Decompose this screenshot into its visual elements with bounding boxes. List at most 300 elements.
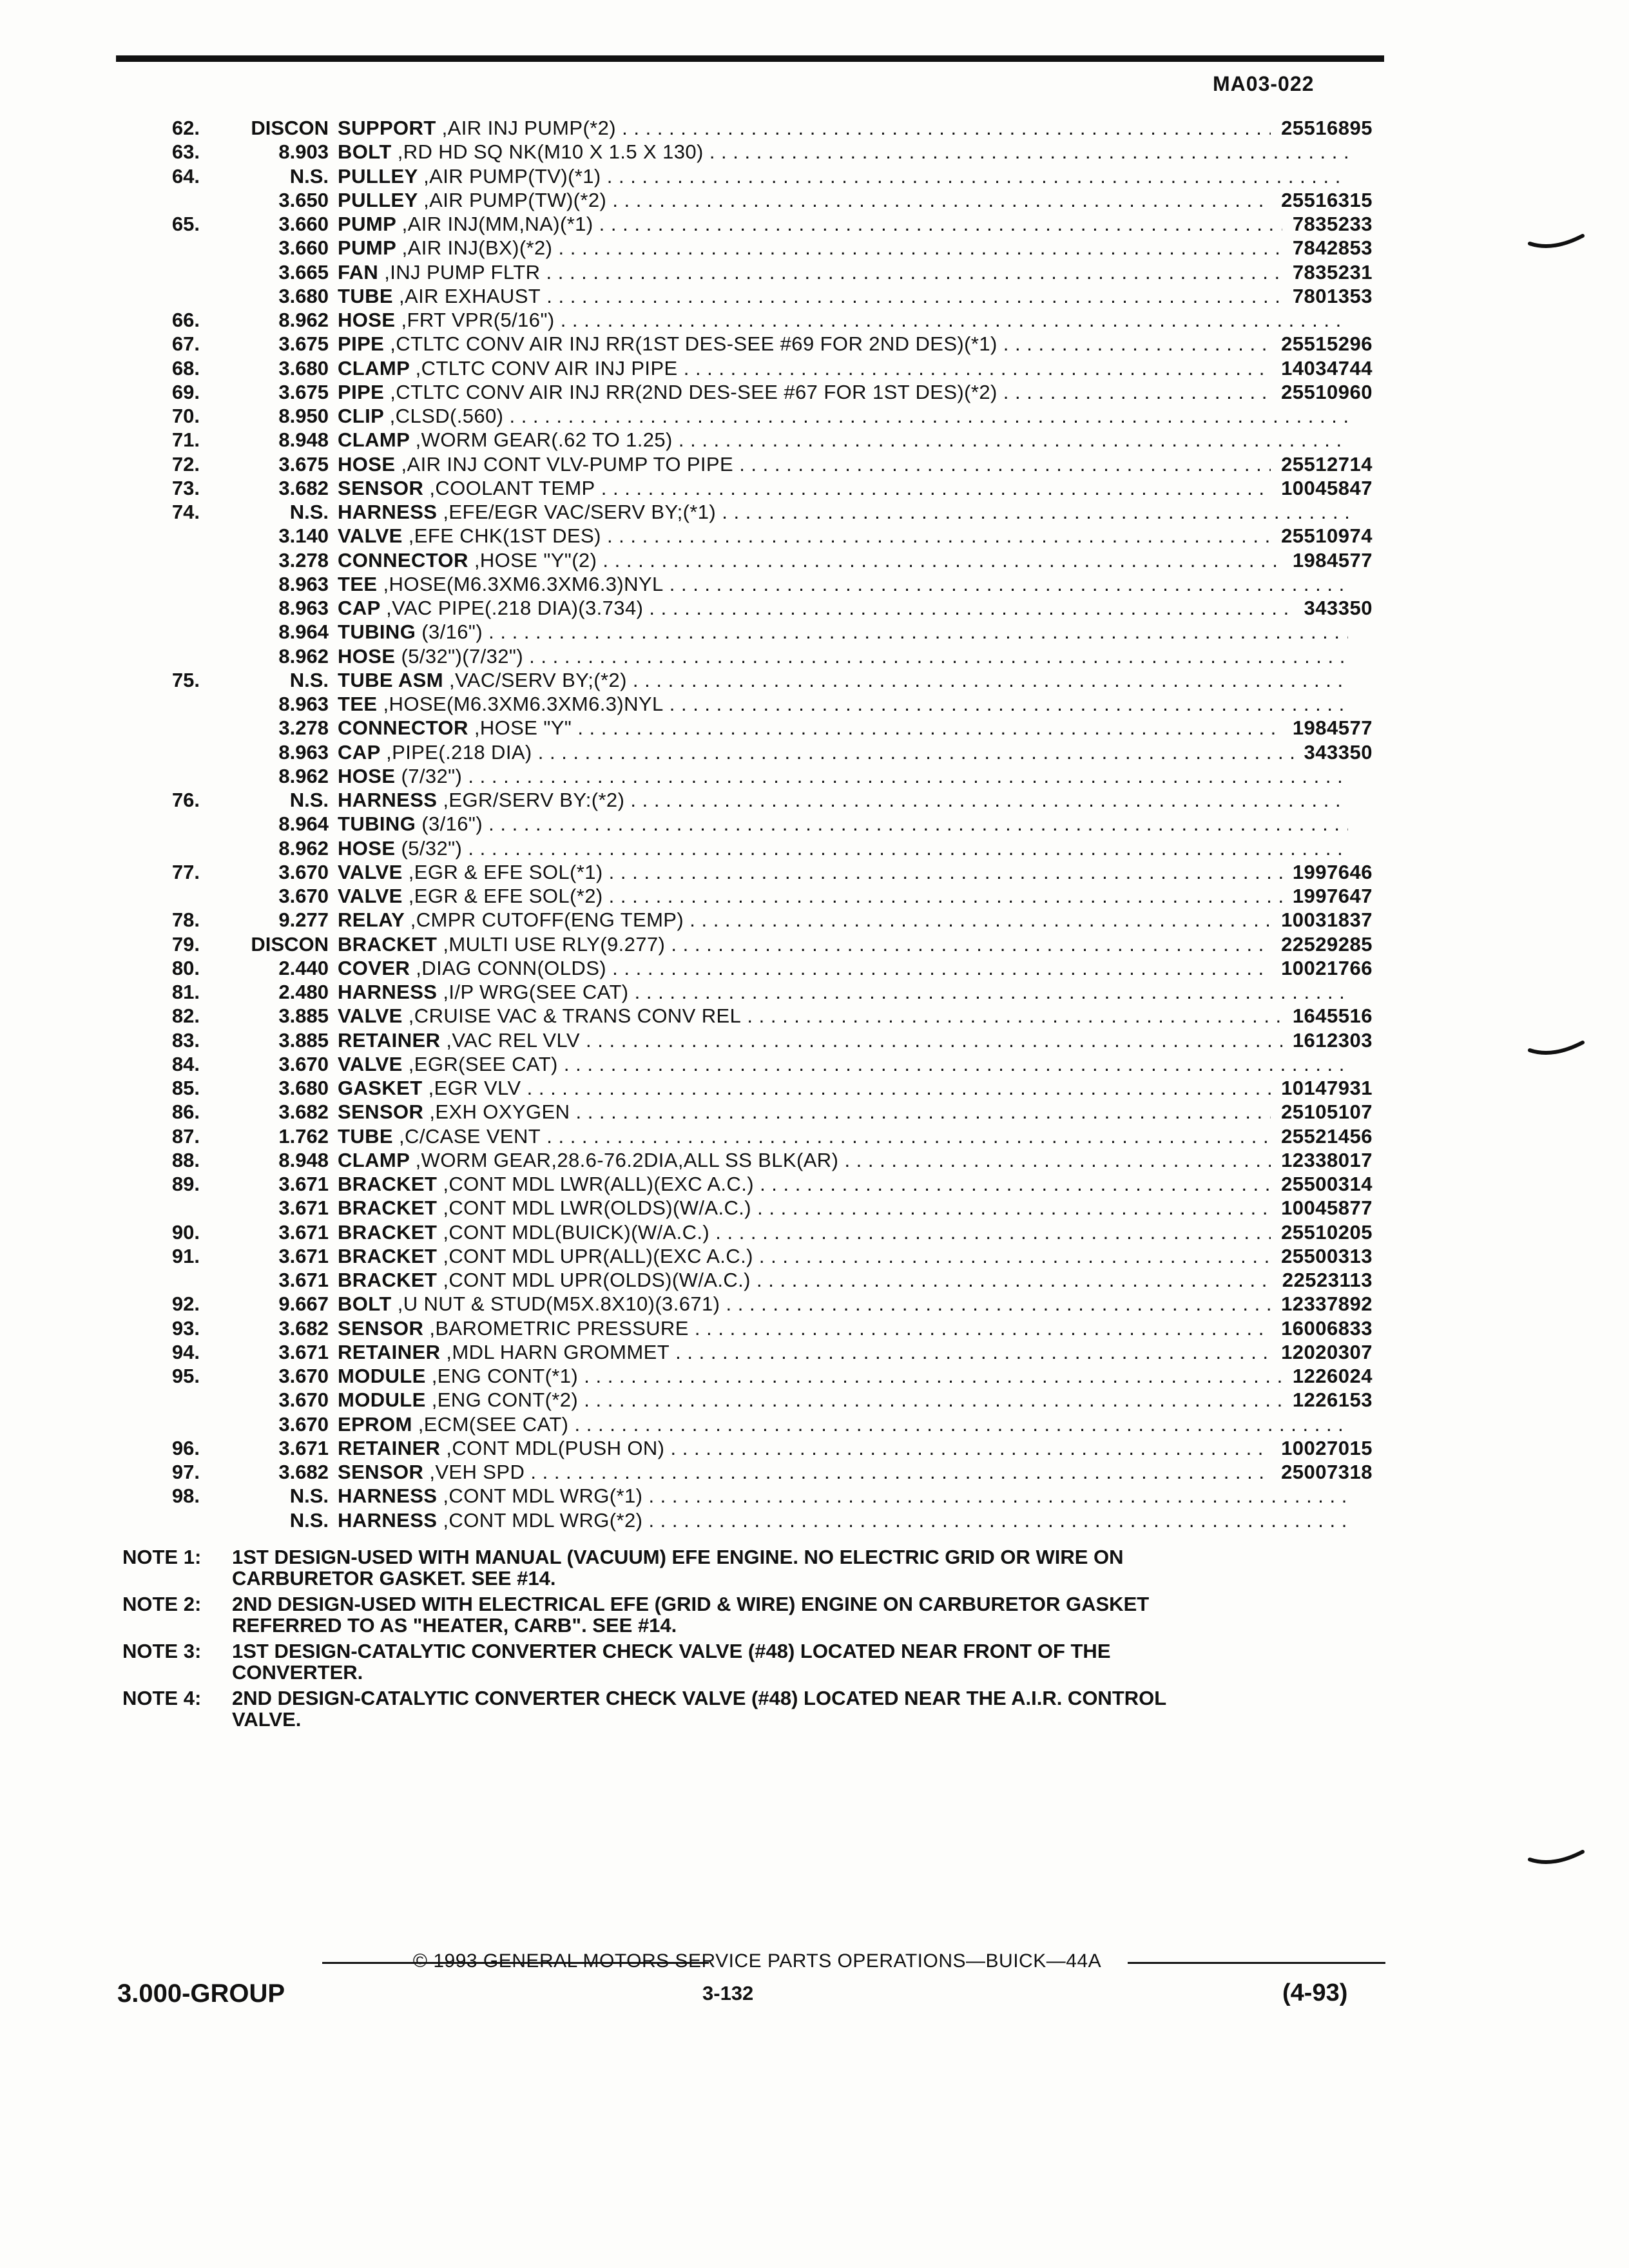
part-spec: ,HOSE "Y"(2): [474, 548, 597, 572]
part-name: TEE: [338, 693, 378, 715]
part-description: [338, 1076, 1348, 1100]
note: [116, 1687, 1353, 1730]
part-row: [116, 1028, 1405, 1052]
part-number: 7835233: [1282, 212, 1373, 236]
note: [116, 1593, 1353, 1636]
part-spec: ,EGR VLV: [428, 1077, 521, 1099]
item-number: 98.: [171, 1485, 200, 1508]
part-spec: ,COOLANT TEMP: [429, 476, 595, 499]
part-number: 14034744: [1271, 356, 1373, 380]
part-name: HARNESS: [338, 981, 438, 1003]
part-row: [116, 980, 1405, 1004]
part-description: [338, 860, 1348, 884]
part-name: CONNECTOR: [338, 716, 468, 740]
part-name: TUBE: [338, 1124, 393, 1148]
part-number: 10027015: [1271, 1436, 1373, 1460]
group-number: 8.948: [278, 428, 329, 452]
note-label: NOTE 4:: [122, 1687, 202, 1709]
part-row: [116, 740, 1405, 764]
part-row: [116, 236, 1405, 260]
note-text-line: CARBURETOR GASKET. SEE #14.: [232, 1567, 556, 1590]
part-spec: ,ENG CONT(*1): [431, 1365, 579, 1387]
item-number: 97.: [171, 1461, 200, 1483]
part-row: [116, 596, 1405, 620]
part-description: [338, 980, 1348, 1004]
group-number: 3.671: [278, 1340, 329, 1363]
part-spec: ,PIPE(.218 DIA): [386, 740, 532, 764]
item-number: 81.: [171, 981, 200, 1003]
part-name: CLAMP: [338, 428, 410, 452]
part-row: [116, 476, 1405, 500]
part-row: [116, 1100, 1405, 1124]
part-description: [338, 1340, 1348, 1364]
part-spec: ,CONT MDL LWR(OLDS)(W/A.C.): [443, 1196, 752, 1220]
part-spec: ,CONT MDL LWR(ALL)(EXC A.C.): [443, 1173, 754, 1195]
group-number: 3.682: [278, 1100, 329, 1124]
part-name: HOSE: [338, 836, 396, 860]
part-description: [338, 1364, 1348, 1388]
part-row: [116, 1436, 1405, 1460]
part-spec: ,INJ PUMP FLTR: [384, 260, 541, 284]
part-row: [116, 1460, 1405, 1484]
part-number: 1997647: [1282, 884, 1373, 908]
group-number: 2.480: [278, 981, 329, 1003]
part-number: 25516895: [1271, 116, 1373, 140]
note-text-line: VALVE.: [232, 1708, 302, 1731]
part-description: [338, 932, 1348, 956]
group-number: 8.962: [278, 836, 329, 860]
part-spec: ,AIR PUMP(TW)(*2): [423, 188, 607, 211]
part-spec: ,CONT MDL WRG(*2): [443, 1508, 643, 1532]
note-label: NOTE 1:: [122, 1546, 202, 1568]
part-spec: ,CONT MDL UPR(OLDS)(W/A.C.): [443, 1269, 751, 1291]
item-number: 71.: [171, 428, 200, 452]
part-name: RETAINER: [338, 1436, 441, 1459]
item-number: 89.: [171, 1173, 200, 1195]
group-number: 3.680: [278, 356, 329, 380]
part-row: [116, 140, 1405, 164]
part-spec: ,EFE/EGR VAC/SERV BY;(*1): [443, 501, 717, 523]
part-row: [116, 932, 1405, 956]
part-spec: ,AIR INJ PUMP(*2): [441, 117, 617, 139]
part-name: SUPPORT: [338, 117, 436, 139]
part-name: BRACKET: [338, 1173, 438, 1195]
group-number: 3.660: [278, 213, 329, 235]
group-number: 8.963: [278, 693, 329, 715]
part-name: CLAMP: [338, 356, 410, 380]
part-row: [116, 1268, 1405, 1292]
item-number: 84.: [171, 1052, 200, 1075]
part-name: BRACKET: [338, 1244, 438, 1267]
part-spec: ,BAROMETRIC PRESSURE: [429, 1316, 689, 1340]
item-number: 88.: [171, 1148, 200, 1171]
part-row: [116, 1292, 1405, 1316]
part-spec: ,VEH SPD: [429, 1461, 525, 1483]
part-number: 12020307: [1271, 1340, 1373, 1364]
group-number: 3.670: [278, 860, 329, 883]
footer-copyright: © 1993 GENERAL MOTORS SERVICE PARTS OPERATIONS—BUICK—44A: [412, 1950, 1102, 1972]
part-row: [116, 1388, 1405, 1412]
item-number: 75.: [171, 668, 200, 691]
group-number: 8.962: [278, 644, 329, 668]
group-number: 3.670: [278, 885, 329, 907]
part-row: [116, 284, 1405, 308]
part-number: 10045847: [1271, 476, 1373, 500]
part-number: 12337892: [1271, 1292, 1373, 1316]
group-number: 3.140: [278, 524, 329, 548]
part-row: [116, 788, 1405, 812]
item-number: 74.: [171, 501, 200, 523]
item-number: 67.: [171, 332, 200, 356]
part-name: COVER: [338, 956, 410, 979]
part-number: 343350: [1294, 740, 1373, 764]
part-description: [338, 668, 1348, 692]
item-number: 92.: [171, 1293, 200, 1316]
footer-group-label: 3.000-GROUP: [117, 1979, 285, 2008]
part-description: [338, 1268, 1348, 1292]
binder-mark-middle: [1527, 1039, 1585, 1064]
part-number: 25510960: [1271, 380, 1373, 404]
item-number: 62.: [171, 117, 200, 139]
part-row: [116, 716, 1405, 740]
item-number: 66.: [171, 309, 200, 331]
group-number: 3.670: [278, 1412, 329, 1436]
note-text-line: CONVERTER.: [232, 1661, 363, 1684]
note: [116, 1640, 1353, 1683]
item-number: 87.: [171, 1124, 200, 1148]
part-spec: ,CONT MDL(BUICK)(W/A.C.): [443, 1220, 710, 1244]
footer-date-code: (4-93): [1282, 1979, 1348, 2006]
part-number: 1226153: [1282, 1388, 1373, 1412]
part-name: VALVE: [338, 885, 403, 907]
part-description: [338, 476, 1348, 500]
part-name: PULLEY: [338, 188, 418, 211]
part-description: [338, 1316, 1348, 1340]
part-row: [116, 1220, 1405, 1244]
part-row: [116, 908, 1405, 932]
group-number: 8.963: [278, 740, 329, 764]
part-number: 1997646: [1282, 860, 1373, 884]
part-description: [338, 308, 1348, 332]
part-row: [116, 1172, 1405, 1196]
part-spec: ,AIR INJ(MM,NA)(*1): [401, 213, 593, 235]
part-row: [116, 1052, 1405, 1076]
part-row: [116, 212, 1405, 236]
part-description: [338, 1244, 1348, 1268]
part-number: 1984577: [1282, 548, 1373, 572]
part-description: [338, 884, 1348, 908]
group-number: N.S.: [289, 501, 329, 523]
group-number: 3.671: [278, 1269, 329, 1291]
page-code: MA03-022: [1213, 72, 1315, 95]
part-row: [116, 668, 1405, 692]
part-description: [338, 500, 1348, 524]
group-number: 3.682: [278, 476, 329, 499]
group-number: N.S.: [289, 1485, 329, 1508]
part-name: MODULE: [338, 1365, 426, 1387]
part-spec: ,MDL HARN GROMMET: [446, 1340, 670, 1363]
part-row: [116, 884, 1405, 908]
group-number: 3.278: [278, 716, 329, 740]
part-row: [116, 356, 1405, 380]
part-description: [338, 620, 1348, 644]
item-number: 73.: [171, 476, 200, 499]
part-row: [116, 956, 1405, 980]
part-name: TUBE ASM: [338, 668, 443, 691]
group-number: 8.962: [278, 309, 329, 331]
part-name: CAP: [338, 597, 381, 619]
part-spec: ,VAC REL VLV: [446, 1028, 580, 1052]
binder-mark-bottom: [1527, 1848, 1585, 1874]
part-description: [338, 908, 1348, 932]
part-number: 1984577: [1282, 716, 1373, 740]
part-number: 25521456: [1271, 1124, 1373, 1148]
part-name: CAP: [338, 740, 381, 764]
part-description: [338, 188, 1348, 212]
part-number: 343350: [1294, 596, 1373, 620]
part-description: [338, 740, 1348, 764]
part-spec: ,U NUT & STUD(M5X.8X10)(3.671): [397, 1293, 720, 1316]
part-description: [338, 380, 1348, 404]
part-row: [116, 260, 1405, 284]
part-description: [338, 1148, 1348, 1172]
part-row: [116, 548, 1405, 572]
part-description: [338, 1052, 1348, 1076]
part-number: 25500313: [1271, 1244, 1373, 1268]
item-number: 82.: [171, 1004, 200, 1028]
part-description: [338, 788, 1348, 812]
group-number: 3.671: [278, 1220, 329, 1244]
group-number: 8.964: [278, 812, 329, 836]
group-number: 3.670: [278, 1365, 329, 1387]
part-description: [338, 716, 1348, 740]
part-name: HOSE: [338, 452, 396, 476]
part-description: [338, 524, 1348, 548]
part-spec: ,ENG CONT(*2): [431, 1389, 579, 1412]
part-row: [116, 524, 1405, 548]
part-number: 25510974: [1271, 524, 1373, 548]
part-name: CONNECTOR: [338, 548, 468, 572]
part-name: VALVE: [338, 860, 403, 883]
header-rule: [116, 55, 1384, 62]
note: [116, 1546, 1353, 1589]
part-row: [116, 644, 1405, 668]
part-name: HARNESS: [338, 501, 438, 523]
parts-list: [116, 116, 1405, 1532]
group-number: DISCON: [251, 117, 329, 139]
part-description: [338, 164, 1348, 188]
part-number: 10147931: [1271, 1076, 1373, 1100]
part-number: 1645516: [1282, 1004, 1373, 1028]
part-description: [338, 404, 1348, 428]
item-number: 65.: [171, 213, 200, 235]
part-row: [116, 404, 1405, 428]
part-name: VALVE: [338, 1004, 403, 1028]
part-description: [338, 572, 1348, 596]
part-spec: ,CTLTC CONV AIR INJ RR(1ST DES-SEE #69 FOR 2ND DES)(*1): [390, 332, 998, 356]
note-label: NOTE 3:: [122, 1640, 202, 1662]
part-name: PUMP: [338, 213, 396, 235]
part-spec: ,CMPR CUTOFF(ENG TEMP): [410, 908, 684, 932]
part-number: 1226024: [1282, 1364, 1373, 1388]
item-number: 64.: [171, 164, 200, 187]
part-spec: (5/32"): [401, 836, 463, 860]
part-description: [338, 452, 1348, 476]
part-number: 25105107: [1271, 1100, 1373, 1124]
group-number: 9.667: [278, 1293, 329, 1316]
part-row: [116, 620, 1405, 644]
part-spec: ,HOSE(M6.3XM6.3XM6.3)NYL: [383, 572, 664, 595]
part-name: BRACKET: [338, 1220, 438, 1244]
group-number: 3.682: [278, 1316, 329, 1340]
part-number: 7835231: [1282, 260, 1373, 284]
group-number: 3.665: [278, 260, 329, 284]
part-spec: ,CRUISE VAC & TRANS CONV REL: [408, 1004, 742, 1028]
part-name: SENSOR: [338, 476, 424, 499]
part-number: 25007318: [1271, 1460, 1373, 1484]
part-row: [116, 860, 1405, 884]
part-number: 1612303: [1282, 1028, 1373, 1052]
part-description: [338, 212, 1348, 236]
part-spec: ,FRT VPR(5/16"): [401, 309, 555, 331]
part-description: [338, 1484, 1348, 1508]
part-spec: ,AIR INJ(BX)(*2): [401, 236, 553, 260]
part-number: 10045877: [1271, 1196, 1373, 1220]
group-number: 3.670: [278, 1052, 329, 1075]
footer-rule-right: [1128, 1962, 1385, 1964]
part-row: [116, 1244, 1405, 1268]
part-description: [338, 1460, 1348, 1484]
part-description: [338, 1436, 1348, 1460]
part-number: 25515296: [1271, 332, 1373, 356]
part-name: CLAMP: [338, 1148, 410, 1171]
group-number: 3.278: [278, 548, 329, 572]
part-spec: ,AIR PUMP(TV)(*1): [423, 164, 601, 187]
part-row: [116, 572, 1405, 596]
item-number: 80.: [171, 956, 200, 979]
part-name: PIPE: [338, 380, 385, 403]
part-row: [116, 1196, 1405, 1220]
part-spec: ,EGR(SEE CAT): [408, 1052, 558, 1075]
part-spec: ,ECM(SEE CAT): [418, 1412, 569, 1436]
item-number: 90.: [171, 1220, 200, 1244]
group-number: 3.682: [278, 1461, 329, 1483]
part-name: HARNESS: [338, 1485, 438, 1508]
group-number: 2.440: [278, 956, 329, 979]
item-number: 76.: [171, 789, 200, 811]
part-name: GASKET: [338, 1077, 423, 1099]
part-number: 7801353: [1282, 284, 1373, 308]
part-row: [116, 164, 1405, 188]
part-name: CLIP: [338, 405, 384, 427]
group-number: 3.885: [278, 1028, 329, 1052]
part-description: [338, 1388, 1348, 1412]
part-spec: ,VAC PIPE(.218 DIA)(3.734): [386, 597, 644, 619]
part-row: [116, 1484, 1405, 1508]
group-number: 3.671: [278, 1173, 329, 1195]
item-number: 95.: [171, 1365, 200, 1387]
part-spec: ,EGR & EFE SOL(*1): [408, 860, 603, 883]
group-number: 3.885: [278, 1004, 329, 1028]
part-number: 16006833: [1271, 1316, 1373, 1340]
part-name: SENSOR: [338, 1316, 424, 1340]
part-row: [116, 116, 1405, 140]
part-spec: ,MULTI USE RLY(9.277): [443, 932, 666, 956]
item-number: 72.: [171, 452, 200, 476]
group-number: N.S.: [289, 164, 329, 187]
part-spec: (3/16"): [421, 812, 483, 836]
item-number: 83.: [171, 1028, 200, 1052]
part-row: [116, 836, 1405, 860]
note-label: NOTE 2:: [122, 1593, 202, 1615]
part-spec: ,DIAG CONN(OLDS): [416, 956, 607, 979]
part-description: [338, 260, 1348, 284]
part-row: [116, 428, 1405, 452]
part-description: [338, 140, 1348, 164]
group-number: 8.950: [278, 405, 329, 427]
group-number: 8.903: [278, 140, 329, 164]
part-description: [338, 1100, 1348, 1124]
part-description: [338, 644, 1348, 668]
part-number: 7842853: [1282, 236, 1373, 260]
part-description: [338, 236, 1348, 260]
part-name: MODULE: [338, 1389, 426, 1412]
group-number: 9.277: [278, 908, 329, 932]
part-spec: (3/16"): [421, 620, 483, 644]
part-spec: ,HOSE "Y": [474, 716, 572, 740]
part-description: [338, 1004, 1348, 1028]
item-number: 77.: [171, 860, 200, 883]
part-spec: ,CTLTC CONV AIR INJ PIPE: [415, 356, 678, 380]
part-description: [338, 428, 1348, 452]
part-number: 12338017: [1271, 1148, 1373, 1172]
part-name: TUBE: [338, 284, 393, 307]
part-spec: ,EFE CHK(1ST DES): [408, 524, 601, 548]
part-row: [116, 1340, 1405, 1364]
part-name: HARNESS: [338, 1508, 438, 1532]
part-number: 25512714: [1271, 452, 1373, 476]
part-row: [116, 188, 1405, 212]
group-number: 3.675: [278, 380, 329, 403]
part-name: PULLEY: [338, 164, 418, 187]
note-text-line: REFERRED TO AS "HEATER, CARB". SEE #14.: [232, 1614, 677, 1637]
part-row: [116, 500, 1405, 524]
part-description: [338, 1292, 1348, 1316]
part-description: [338, 356, 1348, 380]
part-spec: ,CONT MDL(PUSH ON): [446, 1436, 665, 1459]
group-number: 3.671: [278, 1244, 329, 1267]
part-spec: ,CONT MDL UPR(ALL)(EXC A.C.): [443, 1244, 753, 1267]
part-description: [338, 1028, 1348, 1052]
note-text-line: 2ND DESIGN-CATALYTIC CONVERTER CHECK VALVE (#48) LOCATED NEAR THE A.I.R. CONTROL: [232, 1687, 1167, 1709]
part-description: [338, 596, 1348, 620]
part-row: [116, 380, 1405, 404]
part-name: HARNESS: [338, 789, 438, 811]
part-number: 22529285: [1271, 932, 1373, 956]
part-spec: ,CONT MDL WRG(*1): [443, 1485, 643, 1508]
part-description: [338, 1412, 1348, 1436]
part-spec: (7/32"): [401, 764, 463, 787]
part-spec: ,WORM GEAR,28.6-76.2DIA,ALL SS BLK(AR): [415, 1148, 839, 1171]
note-text-line: 1ST DESIGN-USED WITH MANUAL (VACUUM) EFE ENGINE. NO ELECTRIC GRID OR WIRE ON: [232, 1546, 1124, 1568]
part-row: [116, 1316, 1405, 1340]
part-name: RETAINER: [338, 1028, 441, 1052]
group-number: DISCON: [251, 932, 329, 956]
part-name: VALVE: [338, 524, 403, 548]
part-number: 25500314: [1271, 1172, 1373, 1196]
group-number: N.S.: [289, 668, 329, 691]
group-number: 1.762: [278, 1124, 329, 1148]
